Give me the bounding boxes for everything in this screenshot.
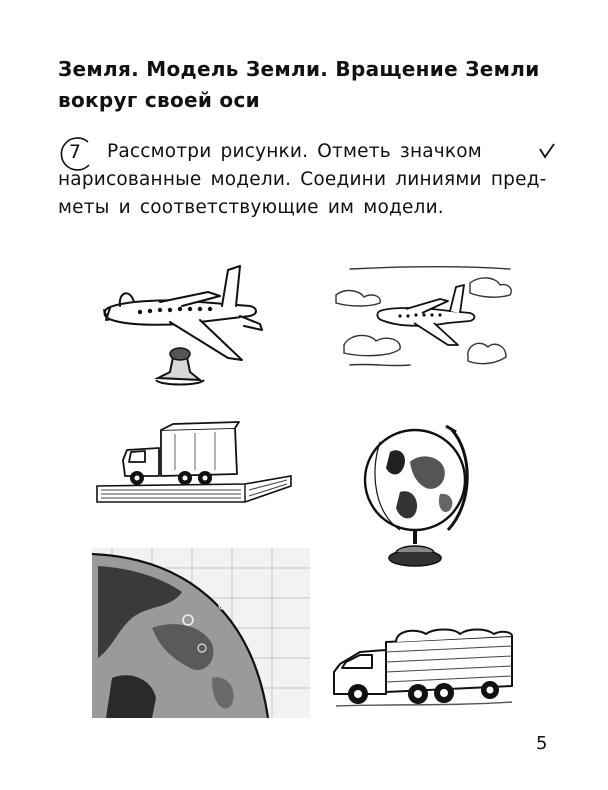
toy-truck-on-shelf-icon[interactable] [95, 420, 295, 512]
task-text-line-2: нарисованные модели. Соедини линиями пред- [58, 169, 547, 190]
heading-line-1: Земля. Модель Земли. Вращение Земли [58, 57, 540, 81]
checkmark-icon [538, 142, 556, 160]
globe-icon[interactable] [360, 412, 475, 572]
page-heading [58, 54, 558, 116]
task-text-line-3: меты и соответствующие им модели. [58, 197, 444, 218]
task-number: 7 [68, 141, 82, 163]
page-number: 5 [536, 733, 548, 754]
truck-icon[interactable] [326, 622, 518, 712]
heading-line-2: вокруг своей оси [58, 88, 260, 112]
airplane-in-sky-icon[interactable] [330, 265, 515, 380]
earth-from-space-icon[interactable] [92, 548, 310, 718]
task-text-line-1: Рассмотри рисунки. Отметь значком [107, 141, 482, 162]
toy-airplane-on-stand-icon[interactable] [100, 262, 270, 397]
